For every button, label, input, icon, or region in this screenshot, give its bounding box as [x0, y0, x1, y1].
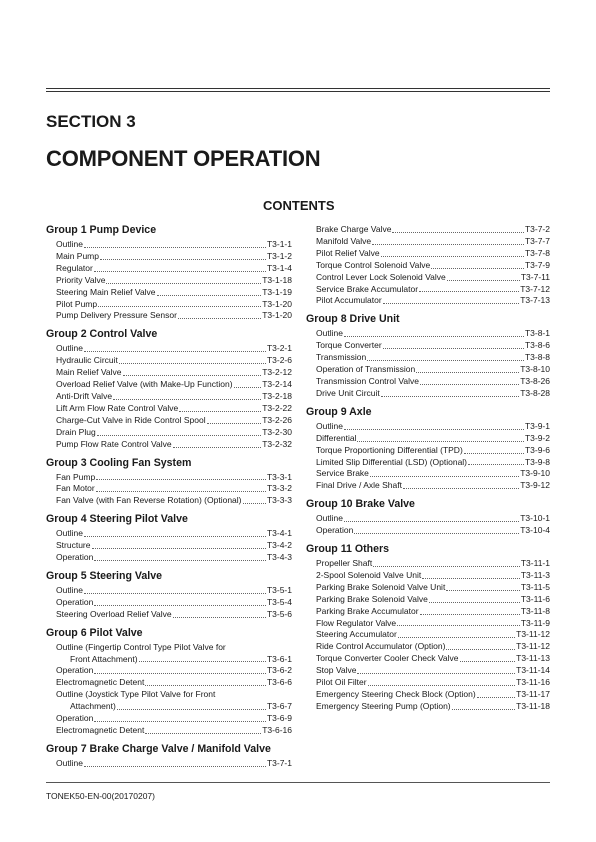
toc-entry-title: Outline — [316, 420, 343, 431]
toc-entry-title: Emergency Steering Check Block (Option) — [316, 689, 476, 699]
toc-page-number: T3-9-8 — [524, 456, 550, 467]
toc-entry[interactable] — [306, 629, 550, 641]
toc-page-number: T3-8-28 — [520, 387, 550, 398]
group-title: Group 5 Steering Valve — [46, 569, 162, 582]
dot-leader — [357, 673, 515, 674]
dot-leader — [84, 593, 266, 594]
toc-entry[interactable] — [306, 272, 550, 284]
dot-leader — [97, 435, 262, 436]
toc-entry-title: Differential — [316, 432, 357, 443]
dot-leader — [179, 411, 261, 412]
toc-entry-title: Manifold Valve — [316, 235, 372, 246]
dot-leader — [173, 447, 262, 448]
toc-entry[interactable] — [306, 653, 550, 665]
toc-page-number: T3-2-30 — [262, 426, 292, 437]
toc-entry[interactable] — [46, 391, 292, 403]
toc-entry-title: Outline — [56, 343, 83, 354]
toc-entry-title: Pilot Accumulator — [316, 295, 382, 306]
toc-entry-title: Operation — [56, 552, 94, 563]
toc-entry-title: Service Brake — [316, 468, 369, 479]
toc-entry[interactable] — [46, 310, 292, 322]
toc-entry[interactable] — [306, 582, 550, 594]
toc-entry[interactable] — [46, 540, 292, 552]
toc-page-number: T3-1-18 — [262, 274, 292, 285]
toc-entry[interactable] — [306, 513, 550, 525]
toc-group — [46, 743, 292, 770]
toc-entry-title: Hydraulic Circuit — [56, 355, 118, 366]
dot-leader — [447, 280, 520, 281]
dot-leader — [420, 614, 520, 615]
toc-page-number: T3-8-10 — [520, 364, 550, 375]
dot-leader — [96, 491, 266, 492]
toc-page-number: T3-2-12 — [262, 367, 292, 378]
toc-page-number: T3-2-1 — [266, 343, 292, 354]
toc-entry-title: Outline (Fingertip Control Type Pilot Valve for — [56, 641, 226, 652]
toc-page-number: T3-11-3 — [520, 569, 550, 580]
toc-page-number: T3-10-4 — [520, 525, 550, 536]
toc-entry-title: Fan Pump — [56, 471, 96, 482]
toc-entry[interactable] — [46, 528, 292, 540]
toc-entry[interactable] — [46, 597, 292, 609]
toc-entry-title: Torque Control Solenoid Valve — [316, 259, 431, 270]
toc-entry-title: Parking Brake Solenoid Valve — [316, 593, 428, 604]
toc-entry-title: Pump Delivery Pressure Sensor — [56, 310, 177, 321]
dot-leader — [243, 503, 266, 504]
group-title: Group 1 Pump Device — [46, 224, 157, 236]
toc-entry-title: Steering Overload Relief Valve — [56, 608, 172, 619]
toc-page-number: T3-5-6 — [266, 608, 292, 619]
toc-entry[interactable] — [306, 328, 550, 340]
toc-group — [46, 224, 292, 322]
toc-page-number: T3-8-26 — [520, 375, 550, 386]
toc-entry[interactable] — [46, 343, 292, 355]
toc-entry[interactable] — [46, 665, 292, 677]
toc-entry-continuation — [56, 701, 292, 713]
section-title: COMPONENT OPERATION — [46, 146, 321, 171]
toc-entry[interactable] — [306, 570, 550, 582]
toc-entry-title: Control Lever Lock Solenoid Valve — [316, 271, 446, 282]
dot-leader — [94, 560, 266, 561]
dot-leader — [84, 351, 266, 352]
toc-entry[interactable] — [306, 445, 550, 457]
dot-leader — [94, 673, 266, 674]
toc-page-number: T3-4-3 — [266, 552, 292, 563]
toc-entry-title: Pilot Relief Valve — [316, 247, 380, 258]
dot-leader — [123, 375, 262, 376]
group-title: Group 10 Brake Valve — [306, 498, 415, 511]
toc-page-number: T3-2-6 — [266, 355, 292, 366]
toc-entry-title: Emergency Steering Pump (Option) — [316, 700, 451, 711]
toc-entry[interactable] — [46, 725, 292, 737]
toc-right-column — [306, 224, 550, 719]
toc-page-number: T3-7-11 — [520, 271, 550, 282]
toc-entry-title: Operation — [56, 665, 94, 676]
toc-entry[interactable] — [46, 355, 292, 367]
toc-page-number: T3-11-17 — [516, 689, 550, 699]
toc-entry[interactable] — [46, 299, 292, 311]
dot-leader — [392, 232, 524, 233]
dot-leader — [477, 697, 515, 698]
dot-leader — [420, 384, 519, 385]
toc-entry[interactable] — [306, 376, 550, 388]
toc-group — [46, 513, 292, 564]
dot-leader — [383, 348, 524, 349]
toc-entry[interactable] — [306, 665, 550, 677]
dot-leader — [106, 283, 261, 284]
toc-entry-title: Drain Plug — [56, 426, 96, 437]
dot-leader — [431, 268, 524, 269]
toc-page-number: T3-5-4 — [266, 596, 292, 607]
dot-leader — [92, 548, 266, 549]
dot-leader — [464, 453, 524, 454]
toc-entry[interactable] — [306, 677, 550, 689]
toc-page-number: T3-6-7 — [266, 701, 292, 712]
toc-entry-title: Torque Converter Cooler Check Valve — [316, 653, 459, 664]
toc-page-number: T3-7-2 — [524, 224, 550, 234]
toc-entry-title: Propeller Shaft — [316, 558, 373, 569]
toc-page-number: T3-9-6 — [524, 444, 550, 455]
toc-entry-title: Electromagnetic Detent — [56, 677, 145, 688]
toc-page-number: T3-1-20 — [262, 298, 292, 309]
dot-leader — [446, 649, 515, 650]
toc-entry[interactable] — [306, 364, 550, 376]
toc-entry[interactable] — [306, 468, 550, 480]
toc-page-number: T3-3-2 — [266, 483, 292, 494]
dot-leader — [367, 360, 524, 361]
toc-entry[interactable] — [46, 642, 292, 666]
toc-entry-title: Operation — [316, 525, 354, 536]
dot-leader — [403, 488, 519, 489]
toc-page-number: T3-7-13 — [520, 295, 550, 306]
toc-entry-title: Outline — [316, 513, 343, 524]
dot-leader — [84, 766, 266, 767]
toc-page-number: T3-3-3 — [266, 495, 292, 506]
footer-rule — [46, 782, 550, 783]
toc-page-number: T3-9-2 — [524, 432, 550, 443]
toc-entry-title: Transmission — [316, 352, 367, 363]
group-title: Group 4 Steering Pilot Valve — [46, 513, 188, 526]
toc-entry-title: Overload Relief Valve (with Make-Up Function) — [56, 379, 233, 390]
toc-entry-title: Service Brake Accumulator — [316, 283, 419, 294]
toc-page-number: T3-11-8 — [520, 605, 550, 616]
footer-doc-code: TONEK50-EN-00(20170207) — [46, 791, 155, 801]
toc-page-number: T3-6-2 — [266, 665, 292, 676]
toc-page-number: T3-8-8 — [524, 352, 550, 363]
toc-page-number: T3-6-9 — [266, 713, 292, 724]
dot-leader — [416, 372, 519, 373]
dot-leader — [94, 271, 266, 272]
group-title: Group 8 Drive Unit — [306, 313, 400, 326]
dot-leader — [94, 605, 266, 606]
toc-page-number: T3-9-1 — [524, 420, 550, 431]
toc-entry-title: Pilot Pump — [56, 298, 98, 309]
dot-leader — [145, 733, 261, 734]
toc-entry-title-cont: Front Attachment) — [70, 653, 138, 664]
toc-entry[interactable] — [306, 236, 550, 248]
toc-group — [306, 498, 550, 537]
toc-entry-title: Operation — [56, 713, 94, 724]
toc-entry-title: Torque Proportioning Differential (TPD) — [316, 444, 463, 455]
dot-leader — [422, 578, 520, 579]
dot-leader — [368, 685, 516, 686]
toc-entry[interactable] — [46, 609, 292, 621]
dot-leader — [117, 709, 266, 710]
toc-entry-title: Steering Accumulator — [316, 629, 397, 640]
toc-entry-title: Outline (Joystick Type Pilot Valve for Front — [56, 689, 216, 700]
dot-leader — [344, 521, 519, 522]
toc-entry-title: Ride Control Accumulator (Option) — [316, 641, 446, 652]
toc-page-number: T3-1-4 — [266, 262, 292, 273]
toc-entry-title: Electromagnetic Detent — [56, 725, 145, 735]
toc-entry-title: Outline — [56, 757, 83, 768]
toc-entry[interactable] — [46, 689, 292, 713]
toc-page-number: T3-11-12 — [516, 629, 550, 640]
toc-entry[interactable] — [46, 239, 292, 251]
toc-entry[interactable] — [46, 552, 292, 564]
toc-entry[interactable] — [46, 713, 292, 725]
toc-entry-title: Steering Main Relief Valve — [56, 286, 156, 297]
toc-group — [306, 224, 550, 307]
group-title: Group 11 Others — [306, 543, 390, 556]
toc-entry[interactable] — [46, 263, 292, 275]
toc-page-number: T3-11-18 — [516, 700, 550, 711]
dot-leader — [398, 637, 515, 638]
toc-entry-title: Brake Charge Valve — [316, 224, 392, 234]
toc-page-number: T3-2-26 — [262, 414, 292, 425]
toc-entry-title: Outline — [56, 584, 83, 595]
toc-entry[interactable] — [306, 594, 550, 606]
toc-page-number: T3-2-22 — [262, 402, 292, 413]
dot-leader — [381, 396, 519, 397]
toc-entry-title: Charge-Cut Valve in Ride Control Spool — [56, 414, 206, 425]
toc-entry[interactable] — [306, 421, 550, 433]
toc-page-number: T3-1-20 — [262, 310, 292, 321]
dot-leader — [84, 247, 266, 248]
toc-entry[interactable] — [306, 618, 550, 630]
section-label: SECTION 3 — [46, 112, 136, 131]
dot-leader — [178, 318, 261, 319]
group-title: Group 6 Pilot Valve — [46, 626, 143, 639]
dot-leader — [119, 363, 266, 364]
toc-entry[interactable] — [306, 606, 550, 618]
toc-page-number: T3-7-12 — [520, 283, 550, 294]
group-title: Group 3 Cooling Fan System — [46, 456, 192, 469]
toc-entry[interactable] — [306, 352, 550, 364]
dot-leader — [446, 590, 520, 591]
toc-entry[interactable] — [46, 585, 292, 597]
toc-page-number: T3-9-12 — [520, 480, 550, 491]
toc-left-column — [46, 224, 292, 776]
toc-entry[interactable] — [46, 472, 292, 484]
toc-entry[interactable] — [46, 495, 292, 507]
toc-entry-title: Outline — [56, 528, 83, 539]
toc-page-number: T3-9-10 — [520, 468, 550, 479]
toc-entry[interactable] — [306, 558, 550, 570]
toc-group — [46, 457, 292, 508]
dot-leader — [100, 259, 266, 260]
dot-leader — [98, 306, 261, 307]
toc-entry-title: Structure — [56, 540, 91, 551]
top-double-rule — [46, 88, 550, 92]
toc-entry-title: Parking Brake Accumulator — [316, 605, 419, 616]
toc-entry-title: Parking Brake Solenoid Valve Unit — [316, 581, 446, 592]
toc-entry[interactable] — [46, 287, 292, 299]
toc-group — [46, 570, 292, 621]
toc-entry[interactable] — [46, 379, 292, 391]
dot-leader — [383, 303, 520, 304]
toc-page-number: T3-11-6 — [520, 593, 550, 604]
toc-page-number: T3-11-13 — [516, 653, 550, 664]
toc-entry-title: Anti-Drift Valve — [56, 390, 113, 401]
toc-entry[interactable] — [306, 480, 550, 492]
dot-leader — [370, 476, 519, 477]
toc-entry-title: Torque Converter — [316, 340, 382, 351]
toc-page-number: T3-7-8 — [524, 247, 550, 258]
toc-page-number: T3-8-6 — [524, 340, 550, 351]
toc-entry[interactable] — [46, 677, 292, 689]
toc-entry-title: Fan Motor — [56, 483, 95, 494]
dot-leader — [429, 602, 520, 603]
toc-entry-title: Priority Valve — [56, 274, 106, 285]
toc-entry-title: Final Drive / Axle Shaft — [316, 480, 402, 491]
toc-page-number: T3-11-16 — [516, 677, 550, 688]
toc-entry-title: Pump Flow Rate Control Valve — [56, 438, 172, 449]
dot-leader — [452, 709, 515, 710]
dot-leader — [94, 721, 266, 722]
dot-leader — [113, 399, 261, 400]
toc-entry[interactable] — [306, 340, 550, 352]
toc-entry[interactable] — [306, 433, 550, 445]
toc-entry-title: Main Pump — [56, 250, 99, 261]
toc-entry-title: Operation of Transmission — [316, 364, 416, 375]
toc-page-number: T3-11-5 — [520, 581, 550, 592]
toc-entry[interactable] — [306, 689, 550, 701]
toc-group — [46, 328, 292, 450]
toc-page-number: T3-4-1 — [266, 528, 292, 539]
toc-page-number: T3-1-1 — [266, 239, 292, 249]
toc-entry[interactable] — [306, 260, 550, 272]
dot-leader — [372, 244, 524, 245]
toc-page-number: T3-11-1 — [520, 558, 550, 569]
toc-entry[interactable] — [46, 758, 292, 770]
dot-leader — [139, 661, 266, 662]
dot-leader — [419, 291, 519, 292]
toc-entry-title: Main Relief Valve — [56, 367, 122, 378]
toc-page-number: T3-5-1 — [266, 584, 292, 595]
toc-entry[interactable] — [306, 284, 550, 296]
dot-leader — [344, 429, 524, 430]
toc-page-number: T3-11-12 — [516, 641, 550, 652]
toc-entry[interactable] — [306, 388, 550, 400]
toc-page-number: T3-10-1 — [520, 513, 550, 524]
dot-leader — [84, 536, 266, 537]
toc-entry[interactable] — [306, 224, 550, 236]
toc-group — [306, 543, 550, 713]
dot-leader — [234, 387, 262, 388]
group-title: Group 7 Brake Charge Valve / Manifold Valve — [46, 742, 271, 755]
dot-leader — [354, 533, 519, 534]
toc-page-number: T3-2-32 — [262, 438, 292, 449]
dot-leader — [357, 441, 523, 442]
toc-page-number: T3-4-2 — [266, 540, 292, 551]
dot-leader — [145, 685, 266, 686]
toc-entry-title: 2-Spool Solenoid Valve Unit — [316, 569, 422, 580]
toc-entry-title: Lift Arm Flow Rate Control Valve — [56, 402, 179, 413]
dot-leader — [373, 566, 520, 567]
toc-page-number: T3-11-14 — [516, 665, 550, 676]
dot-leader — [207, 423, 262, 424]
contents-title: CONTENTS — [263, 198, 335, 213]
toc-page-number: T3-1-19 — [262, 286, 292, 297]
dot-leader — [344, 336, 524, 337]
toc-entry[interactable] — [46, 483, 292, 495]
toc-entry[interactable] — [306, 525, 550, 537]
toc-group — [306, 313, 550, 399]
toc-entry-title: Outline — [316, 328, 343, 339]
toc-entry-continuation — [56, 654, 292, 666]
toc-entry-title: Pilot Oil Filter — [316, 677, 367, 688]
dot-leader — [397, 625, 520, 626]
dot-leader — [157, 295, 262, 296]
toc-entry[interactable] — [306, 295, 550, 307]
toc-entry-title: Drive Unit Circuit — [316, 387, 380, 398]
dot-leader — [96, 479, 266, 480]
dot-leader — [468, 464, 524, 465]
toc-group — [46, 627, 292, 737]
toc-entry[interactable] — [306, 248, 550, 260]
toc-entry-title: Regulator — [56, 262, 93, 273]
group-title: Group 9 Axle — [306, 405, 372, 418]
toc-entry[interactable] — [46, 403, 292, 415]
toc-entry-title: Fan Valve (with Fan Reverse Rotation) (Optional) — [56, 495, 242, 506]
toc-page-number: T3-2-18 — [262, 390, 292, 401]
toc-page-number: T3-7-1 — [266, 757, 292, 768]
toc-page-number: T3-2-14 — [262, 379, 292, 390]
toc-entry-title-cont: Attachment) — [70, 701, 116, 712]
toc-entry[interactable] — [46, 275, 292, 287]
toc-page-number: T3-7-7 — [524, 235, 550, 246]
dot-leader — [381, 256, 524, 257]
toc-page-number: T3-11-9 — [520, 617, 550, 628]
toc-entry[interactable] — [46, 427, 292, 439]
toc-page-number: T3-6-6 — [266, 677, 292, 688]
toc-entry-title: Stop Valve — [316, 665, 357, 676]
toc-page-number: T3-6-16 — [262, 725, 292, 735]
toc-page-number: T3-3-1 — [266, 471, 292, 482]
toc-page-number: T3-8-1 — [524, 328, 550, 339]
toc-entry[interactable] — [306, 701, 550, 713]
toc-entry-title: Transmission Control Valve — [316, 375, 419, 386]
dot-leader — [460, 661, 516, 662]
toc-entry[interactable] — [46, 367, 292, 379]
toc-group — [306, 406, 550, 492]
toc-entry[interactable] — [306, 641, 550, 653]
toc-entry[interactable] — [306, 457, 550, 469]
group-title: Group 2 Control Valve — [46, 328, 158, 341]
toc-entry-title: Operation — [56, 596, 94, 607]
toc-entry[interactable] — [46, 439, 292, 451]
toc-entry[interactable] — [46, 251, 292, 263]
dot-leader — [173, 617, 266, 618]
toc-page-number: T3-6-1 — [266, 653, 292, 664]
toc-page-number: T3-1-2 — [266, 250, 292, 261]
toc-entry-title: Outline — [56, 239, 83, 249]
toc-entry-title: Flow Regulator Valve — [316, 617, 397, 628]
toc-page-number: T3-7-9 — [524, 259, 550, 270]
toc-entry-title: Limited Slip Differential (LSD) (Optional) — [316, 456, 468, 467]
toc-entry[interactable] — [46, 415, 292, 427]
